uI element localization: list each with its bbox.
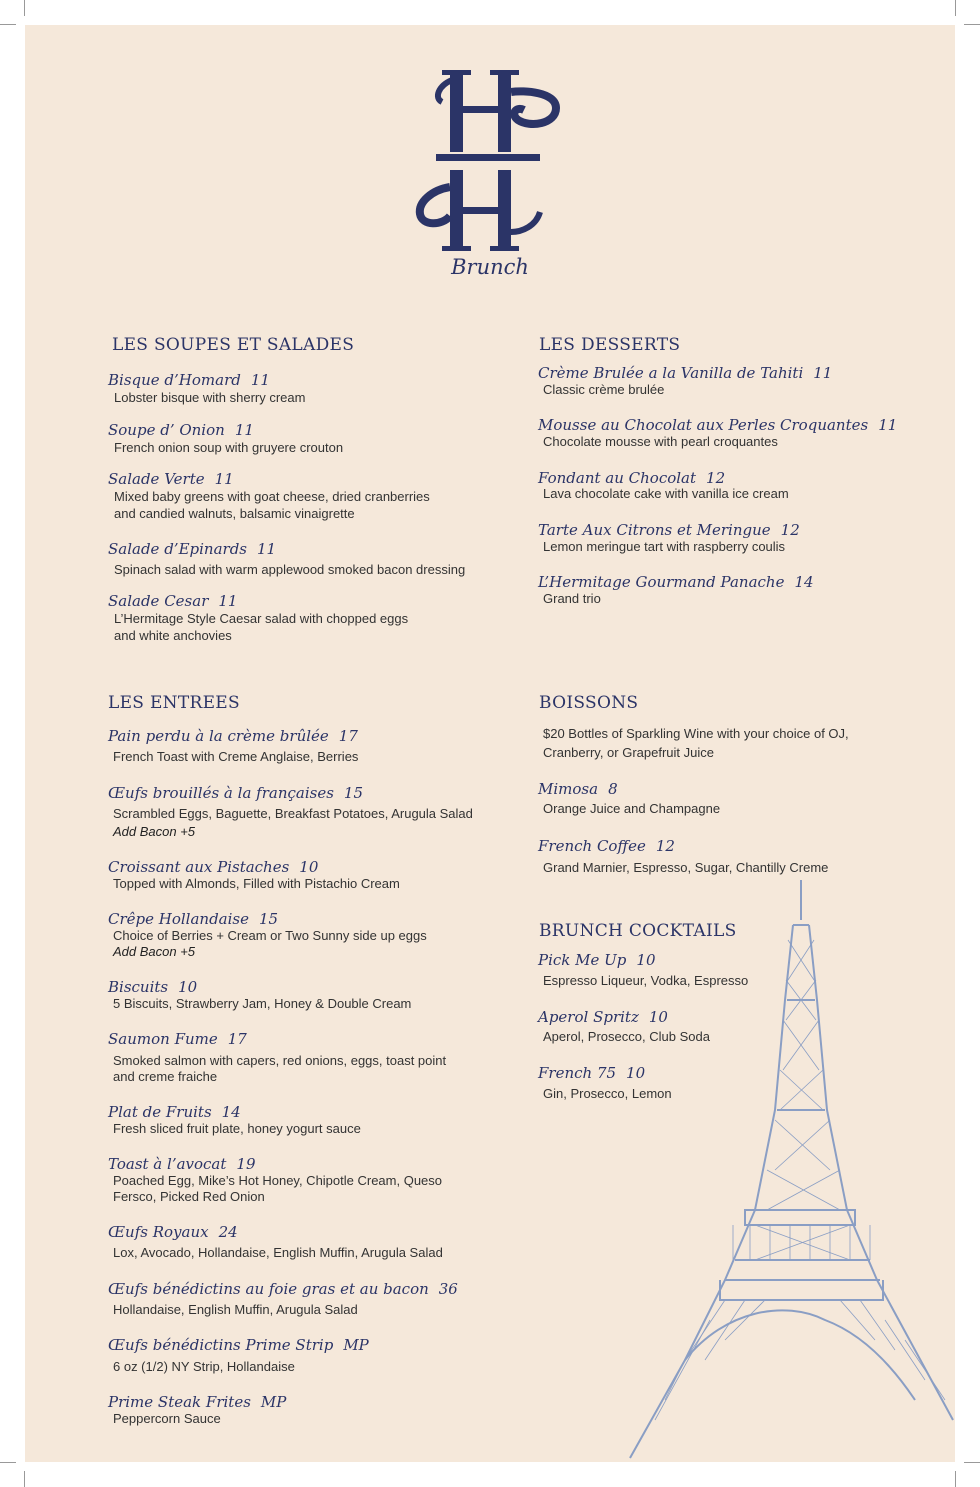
menu-item-name: Prime Steak Frites MP — [108, 1393, 287, 1411]
menu-item-name: Œufs brouillés à la françaises 15 — [108, 784, 363, 802]
menu-item-name: Pick Me Up 10 — [538, 951, 656, 969]
add-bacon-note: Add Bacon +5 — [113, 824, 196, 839]
menu-item-name: Œufs bénédictins au foie gras et au bacon 36 — [108, 1280, 458, 1298]
section-title-entrees: LES ENTREES — [108, 693, 240, 713]
boissons-intro: Cranberry, or Grapefruit Juice — [543, 745, 714, 760]
brunch-subtitle: Brunch — [451, 255, 529, 279]
eiffel-tower-icon — [625, 880, 955, 1462]
menu-item-description: Poached Egg, Mike’s Hot Honey, Chipotle Cream, Queso — [113, 1173, 443, 1188]
menu-item-description: French Toast with Creme Anglaise, Berries — [113, 749, 359, 764]
add-bacon-note: Add Bacon +5 — [113, 944, 196, 959]
menu-item-description: 6 oz (1/2) NY Strip, Hollandaise — [113, 1359, 295, 1374]
menu-item-description: Grand Marnier, Espresso, Sugar, Chantilly Creme — [543, 860, 829, 875]
menu-item-name: Soupe d’ Onion 11 — [108, 421, 254, 439]
menu-item-name: L’Hermitage Gourmand Panache 14 — [538, 573, 814, 591]
menu-item-name: Plat de Fruits 14 — [108, 1103, 241, 1121]
menu-item-name: Salade Verte 11 — [108, 470, 234, 488]
menu-item-description: Scrambled Eggs, Baguette, Breakfast Potatoes, Arugula Salad — [113, 806, 473, 821]
menu-item-description: Topped with Almonds, Filled with Pistachio Cream — [113, 876, 400, 891]
menu-item-description: French onion soup with gruyere crouton — [114, 440, 344, 455]
menu-item-description: Gin, Prosecco, Lemon — [543, 1086, 672, 1101]
menu-item-description: 5 Biscuits, Strawberry Jam, Honey & Double Cream — [113, 996, 412, 1011]
menu-item-name: Œufs bénédictins Prime Strip MP — [108, 1336, 369, 1354]
menu-item-description: Fersco, Picked Red Onion — [113, 1189, 265, 1204]
menu-item-name: Œufs Royaux 24 — [108, 1223, 238, 1241]
section-title-desserts: LES DESSERTS — [539, 335, 681, 355]
menu-item-description: Spinach salad with warm applewood smoked bacon dressing — [114, 562, 466, 577]
menu-item-name: Pain perdu à la crème brûlée 17 — [108, 727, 358, 745]
menu-item-name: Croissant aux Pistaches 10 — [108, 858, 319, 876]
menu-item-name: Tarte Aux Citrons et Meringue 12 — [538, 521, 800, 539]
menu-item-name: French 75 10 — [538, 1064, 646, 1082]
menu-item-description: Grand trio — [543, 591, 601, 606]
section-title-soupes: LES SOUPES ET SALADES — [112, 335, 355, 355]
monogram-logo-icon — [412, 62, 562, 257]
menu-item-description: Lemon meringue tart with raspberry coulis — [543, 539, 786, 554]
menu-item-description: Lobster bisque with sherry cream — [114, 390, 306, 405]
menu-item-description: and creme fraiche — [113, 1069, 218, 1084]
menu-item-name: Mousse au Chocolat aux Perles Croquantes 11 — [538, 416, 898, 434]
menu-item-name: Salade d’Epinards 11 — [108, 540, 277, 558]
menu-item-name: Biscuits 10 — [108, 978, 198, 996]
menu-item-description: Chocolate mousse with pearl croquantes — [543, 434, 778, 449]
boissons-intro: $20 Bottles of Sparkling Wine with your choice of OJ, — [543, 726, 849, 741]
menu-item-description: Lox, Avocado, Hollandaise, English Muffin, Arugula Salad — [113, 1245, 443, 1260]
menu-item-description: Choice of Berries + Cream or Two Sunny side up eggs — [113, 928, 427, 943]
menu-item-name: Salade Cesar 11 — [108, 592, 238, 610]
menu-item-name: Crème Brulée a la Vanilla de Tahiti 11 — [538, 364, 833, 382]
menu-item-description: L’Hermitage Style Caesar salad with chopped eggs — [114, 611, 409, 626]
crop-mark — [0, 1462, 16, 1463]
menu-item-description: Classic crème brulée — [543, 382, 665, 397]
menu-item-name: Crêpe Hollandaise 15 — [108, 910, 279, 928]
crop-mark — [964, 24, 980, 25]
menu-item-name: Aperol Spritz 10 — [538, 1008, 668, 1026]
crop-mark — [24, 1471, 25, 1487]
crop-mark — [964, 1462, 980, 1463]
menu-item-description: Fresh sliced fruit plate, honey yogurt sauce — [113, 1121, 361, 1136]
menu-item-name: Mimosa 8 — [538, 780, 618, 798]
crop-mark — [955, 0, 956, 16]
crop-mark — [24, 0, 25, 16]
menu-item-description: Peppercorn Sauce — [113, 1411, 221, 1426]
menu-item-description: Aperol, Prosecco, Club Soda — [543, 1029, 710, 1044]
menu-item-description: Lava chocolate cake with vanilla ice cream — [543, 486, 789, 501]
menu-item-name: French Coffee 12 — [538, 837, 675, 855]
section-title-cocktails: BRUNCH COCKTAILS — [539, 921, 737, 941]
menu-item-name: Fondant au Chocolat 12 — [538, 469, 726, 487]
menu-item-description: Mixed baby greens with goat cheese, dried cranberries — [114, 489, 430, 504]
crop-mark — [955, 1471, 956, 1487]
menu-item-description: Orange Juice and Champagne — [543, 801, 721, 816]
menu-item-description: and white anchovies — [114, 628, 232, 643]
section-title-boissons: BOISSONS — [539, 693, 639, 713]
menu-item-name: Bisque d’Homard 11 — [108, 371, 270, 389]
menu-item-name: Saumon Fume 17 — [108, 1030, 247, 1048]
menu-item-description: Hollandaise, English Muffin, Arugula Salad — [113, 1302, 358, 1317]
menu-item-name: Toast à l’avocat 19 — [108, 1155, 256, 1173]
menu-item-description: Smoked salmon with capers, red onions, eggs, toast point — [113, 1053, 447, 1068]
menu-item-description: and candied walnuts, balsamic vinaigrette — [114, 506, 355, 521]
crop-mark — [0, 24, 16, 25]
menu-item-description: Espresso Liqueur, Vodka, Espresso — [543, 973, 749, 988]
